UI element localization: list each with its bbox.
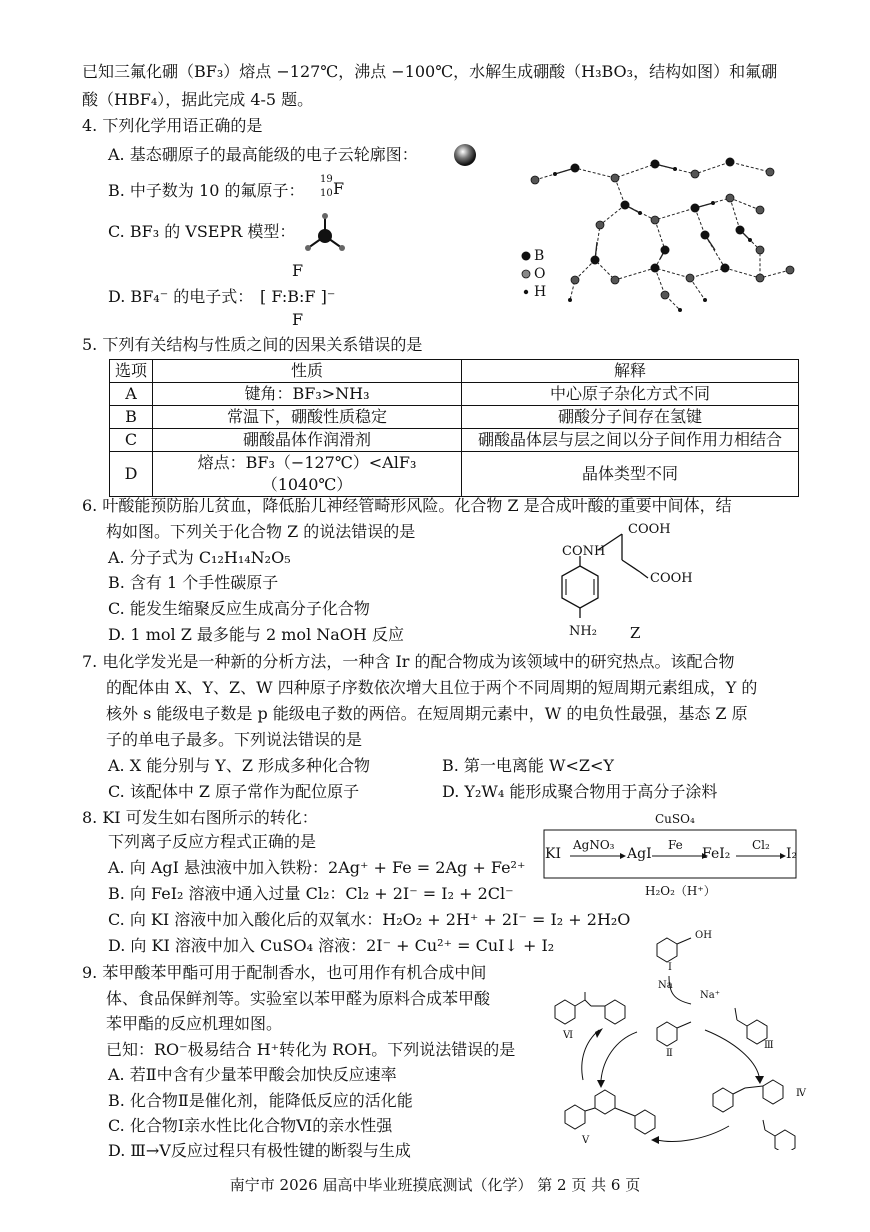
q9-line-2: 体、食品保鲜剂等。实验室以苯甲醛为原料合成苯甲酸 [106,989,491,1008]
bf4-formula: [ F:B:F ]⁻ [260,287,336,306]
cell: 硼酸晶体层与层之间以分子间作用力相结合 [462,429,799,452]
cell: C [110,429,153,452]
q9-option-a: A. 若Ⅱ中含有少量苯甲酸会加快反应速率 [108,1065,397,1084]
diagram-fei2: FeI₂ [702,846,731,862]
q9-option-b: B. 化合物Ⅱ是催化剂，能降低反应的活化能 [108,1091,413,1110]
q9-line-3: 苯甲酯的反应机理如图。 [106,1014,283,1033]
q8-line-1: 8. KI 可发生如右图所示的转化： [82,808,318,827]
bf4-bottom-f: F [292,310,304,329]
q8-option-b: B. 向 FeI₂ 溶液中通入过量 Cl₂：Cl₂ + 2I⁻ = I₂ + 2Cl⁻ [108,884,514,903]
mech-iii: Ⅲ [764,1040,774,1051]
bf4-top-f: F [292,261,304,280]
isotope-number: 10 [320,188,333,199]
page-footer: 南宁市 2026 届高中毕业班摸底测试（化学） 第 2 页 共 6 页 [229,1176,641,1194]
legend-oxygen: O [534,266,546,282]
col-option: 选项 [110,360,153,383]
q8-line-2: 下列离子反应方程式正确的是 [108,832,317,851]
q7-line-4: 子的单电子最多。下列说法错误的是 [106,730,363,749]
cell: B [110,406,153,429]
legend-boron: B [534,248,545,264]
intro-line-2: 酸（HBF₄），据此完成 4-5 题。 [82,90,314,109]
q6-option-b: B. 含有 1 个手性碳原子 [108,573,279,592]
z-cooh-bottom: COOH [650,571,693,586]
mech-vi: Ⅵ [563,1030,574,1041]
q6-line-2: 构如图。下列关于化合物 Z 的说法错误的是 [106,522,416,541]
mech-iv: Ⅳ [796,1088,806,1099]
cell: 硼酸晶体作润滑剂 [153,429,462,452]
table-row [110,406,799,429]
q4-option-d: D. BF₄⁻ 的电子式： [108,287,254,306]
mech-i: I [668,962,672,973]
mech-na-plus: Na⁺ [700,990,720,1001]
boric-legend-icons [518,247,534,305]
mech-v: Ⅴ [582,1135,590,1146]
q7-option-a: A. X 能分别与 Y、Z 形成多种化合物 [108,756,371,775]
boric-acid-structure [515,150,800,320]
q8-option-a: A. 向 AgI 悬浊液中加入铁粉：2Ag⁺ + Fe = 2Ag + Fe²⁺ [108,858,526,877]
q5-table [109,359,799,497]
z-conh: CONH [562,544,606,559]
q5-stem: 5. 下列有关结构与性质之间的因果关系错误的是 [82,335,423,354]
col-property: 性质 [153,360,462,383]
diagram-fe: Fe [668,838,683,852]
table-row [110,452,799,497]
diagram-i2: I₂ [786,846,798,862]
z-label: Z [630,624,641,642]
cell: 常温下，硼酸性质稳定 [153,406,462,429]
z-nh2: NH₂ [569,624,597,639]
isotope-symbol: F [333,179,345,198]
diagram-cuso4: CuSO₄ [655,812,695,826]
col-explanation: 解释 [462,360,799,383]
q9-known: 已知：RO⁻极易结合 H⁺转化为 ROH。下列说法错误的是 [106,1040,516,1059]
z-cooh-top: COOH [628,522,671,537]
q9-option-d: D. Ⅲ→Ⅴ反应过程只有极性键的断裂与生成 [108,1141,411,1160]
cell: A [110,383,153,406]
q4-option-a: A. 基态硼原子的最高能级的电子云轮廓图： [108,145,418,164]
table-row [110,383,799,406]
q8-option-d: D. 向 KI 溶液中加入 CuSO₄ 溶液：2I⁻ + Cu²⁺ = CuI↓ + I₂ [108,936,555,955]
cell: 中心原子杂化方式不同 [462,383,799,406]
diagram-agno3: AgNO₃ [573,838,615,852]
q4-stem: 4. 下列化学用语正确的是 [82,116,263,135]
q7-line-2: 的配体由 X、Y、Z、W 四种原子序数依次增大且位于两个不同周期的短周期元素组成，Y 的 [106,678,758,697]
q7-option-b: B. 第一电离能 W<Z<Y [442,756,614,775]
q9-line-1: 9. 苯甲酸苯甲酯可用于配制香水，也可用作有机合成中间 [82,963,487,982]
mech-oh: OH [695,930,712,941]
q6-line-1: 6. 叶酸能预防胎儿贫血，降低胎儿神经管畸形风险。化合物 Z 是合成叶酸的重要中间体，结 [82,496,732,515]
s-orbital-icon [452,142,478,168]
diagram-ki: KI [545,846,561,862]
diagram-agi: AgI [627,846,652,862]
q6-option-a: A. 分子式为 C₁₂H₁₄N₂O₅ [108,548,291,567]
cell: 硼酸分子间存在氢键 [462,406,799,429]
table-row [110,429,799,452]
q9-option-c: C. 化合物Ⅰ亲水性比化合物Ⅵ的亲水性强 [108,1116,393,1135]
intro-line-1: 已知三氟化硼（BF₃）熔点 −127℃，沸点 −100℃，水解生成硼酸（H₃BO₃，结构如图）和氟硼 [82,62,778,81]
cell: 晶体类型不同 [462,452,799,497]
diagram-h2o2: H₂O₂（H⁺） [645,884,716,898]
q7-option-c: C. 该配体中 Z 原子常作为配位原子 [108,782,360,801]
reaction-mechanism-diagram [545,930,815,1150]
q4-option-b: B. 中子数为 10 的氟原子： [108,181,305,200]
q8-option-c: C. 向 KI 溶液中加入酸化后的双氧水：H₂O₂ + 2H⁺ + 2I⁻ = I₂ + 2H₂O [108,910,631,929]
q4-option-c: C. BF₃ 的 VSEPR 模型： [108,222,296,241]
table-header-row [110,360,799,383]
diagram-cl2: Cl₂ [752,838,770,852]
cell: 键角：BF₃>NH₃ [153,383,462,406]
mech-ii: Ⅱ [666,1048,673,1059]
legend-hydrogen: H [534,284,547,300]
q6-option-d: D. 1 mol Z 最多能与 2 mol NaOH 反应 [108,625,404,644]
cell: D [110,452,153,497]
q7-option-d: D. Y₂W₄ 能形成聚合物用于高分子涂料 [442,782,718,801]
vsepr-model-icon [300,212,350,256]
q6-option-c: C. 能发生缩聚反应生成高分子化合物 [108,599,370,618]
q7-line-1: 7. 电化学发光是一种新的分析方法，一种含 Ir 的配合物成为该领域中的研究热点。该配合物 [82,652,735,671]
isotope-mass: 19 [320,174,333,185]
mech-na: Na [658,980,673,991]
ki-transformation-diagram [540,828,800,880]
q7-line-3: 核外 s 能级电子数是 p 能级电子数的两倍。在短周期元素中，W 的电负性最强，基态 Z 原 [106,704,748,723]
cell: 熔点：BF₃（−127℃）<AlF₃（1040℃） [153,452,462,497]
